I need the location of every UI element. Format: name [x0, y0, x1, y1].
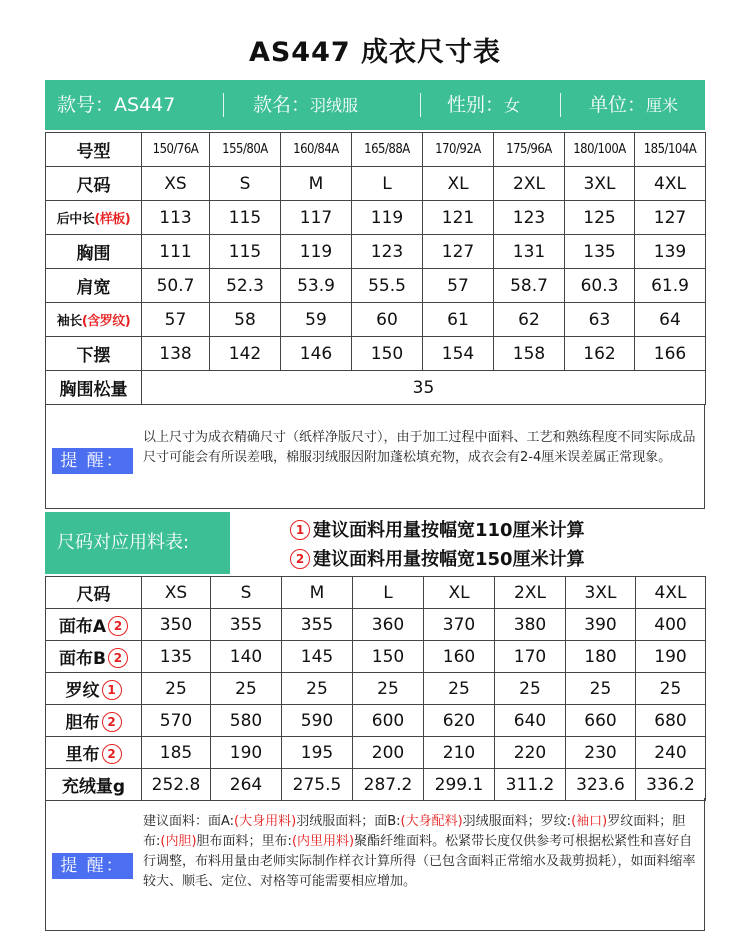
table-cell: 323.6	[566, 769, 636, 801]
table-cell: 220	[495, 737, 566, 769]
table-cell: 210	[424, 737, 495, 769]
width-note-1-text: 建议面料用量按幅宽110厘米计算	[313, 520, 585, 541]
note-badge: 提 醒：	[52, 853, 133, 879]
note-text-highlight: (内里用料)	[291, 834, 355, 849]
table-cell: XS	[142, 167, 210, 201]
row-label: 胸围松量	[46, 371, 142, 405]
divider	[223, 93, 224, 117]
circled-number: 2	[102, 744, 122, 764]
table-cell: 119	[352, 201, 423, 235]
table-cell: 53.9	[281, 269, 352, 303]
table-cell: 52.3	[210, 269, 281, 303]
table-cell: 50.7	[142, 269, 210, 303]
table-cell: 25	[424, 673, 495, 705]
table-cell: 680	[636, 705, 706, 737]
table-row	[46, 609, 706, 641]
table-cell: 570	[142, 705, 211, 737]
table-cell: 370	[424, 609, 495, 641]
column-header: L	[353, 577, 424, 609]
table-cell: 350	[142, 609, 211, 641]
gender-label: 性别：	[447, 94, 505, 116]
circled-number: 2	[102, 712, 122, 732]
table-cell: 230	[566, 737, 636, 769]
row-label-text: 胸围	[76, 244, 111, 264]
note-text	[143, 812, 698, 892]
table-row	[46, 705, 706, 737]
row-label-text: 胆布	[65, 713, 100, 733]
table-cell: 127	[635, 201, 706, 235]
table-cell: 180	[566, 641, 636, 673]
table-cell: 139	[635, 235, 706, 269]
gender	[447, 80, 520, 130]
row-label-text: 尺码	[76, 176, 111, 196]
table-cell: 127	[423, 235, 494, 269]
row-label	[46, 609, 142, 641]
table-cell: 640	[495, 705, 566, 737]
table-row	[46, 167, 706, 201]
row-label-text: 下摆	[76, 346, 111, 366]
table-cell: 59	[281, 303, 352, 337]
table-cell: 580	[211, 705, 282, 737]
table-row	[46, 769, 706, 801]
divider	[420, 93, 421, 117]
table-cell: 154	[423, 337, 494, 371]
table-row	[46, 371, 706, 405]
table-cell: 185	[142, 737, 211, 769]
table-cell: 63	[565, 303, 635, 337]
table-cell: 185/104A	[635, 133, 706, 167]
note-text-part: 羽绒服面料；面B:	[296, 814, 401, 829]
circled-number: 1	[102, 680, 122, 700]
table-cell: 190	[636, 641, 706, 673]
material-section-title: 尺码对应用料表:	[45, 512, 230, 574]
width-note-2	[290, 545, 585, 571]
row-label	[46, 201, 142, 235]
table-cell: 158	[494, 337, 565, 371]
style-no-label: 款号：	[57, 94, 115, 116]
table-cell: 620	[424, 705, 495, 737]
row-label-text: 面布A	[58, 617, 107, 637]
circled-number: 2	[108, 616, 128, 636]
row-label	[46, 641, 142, 673]
table-cell: 115	[210, 235, 281, 269]
table-cell: 287.2	[353, 769, 424, 801]
row-label	[46, 167, 142, 201]
table-cell: 150	[353, 641, 424, 673]
row-label-note: (样板)	[94, 212, 131, 227]
table-cell: 61	[423, 303, 494, 337]
table-cell: 195	[282, 737, 353, 769]
table-cell: 299.1	[424, 769, 495, 801]
style-name-value: 羽绒服	[310, 96, 359, 115]
style-name	[253, 80, 358, 130]
circled-number: 1	[290, 520, 310, 540]
table-cell: 150/76A	[142, 133, 210, 167]
table-cell: 2XL	[494, 167, 565, 201]
page-title: AS447 成衣尺寸表	[248, 37, 502, 68]
table-cell: 113	[142, 201, 210, 235]
table-cell: 140	[211, 641, 282, 673]
style-name-label: 款名：	[253, 94, 311, 116]
column-header: S	[211, 577, 282, 609]
table-row	[46, 737, 706, 769]
table-cell: 275.5	[282, 769, 353, 801]
table-cell: 135	[565, 235, 635, 269]
table-cell: 170	[495, 641, 566, 673]
table-row	[46, 303, 706, 337]
table-cell: 311.2	[495, 769, 566, 801]
row-label	[46, 303, 142, 337]
note-text-part: 建议面料：面A:	[143, 814, 235, 829]
table-cell: 3XL	[565, 167, 635, 201]
table-cell: 360	[353, 609, 424, 641]
table-cell: 200	[353, 737, 424, 769]
note-text-highlight: (袖口)	[571, 814, 608, 829]
table-cell: 175/96A	[494, 133, 565, 167]
table-row	[46, 201, 706, 235]
table-cell: 125	[565, 201, 635, 235]
table-cell: 145	[282, 641, 353, 673]
table-cell: 57	[423, 269, 494, 303]
table-cell: 55.5	[352, 269, 423, 303]
row-label	[46, 673, 142, 705]
column-header: XL	[424, 577, 495, 609]
table-row	[46, 337, 706, 371]
table-cell: 57	[142, 303, 210, 337]
row-label	[46, 235, 142, 269]
row-label-text: 面布B	[59, 649, 106, 669]
table-cell: 123	[352, 235, 423, 269]
style-no-value: AS447	[114, 94, 176, 116]
table-cell: 142	[210, 337, 281, 371]
table-row	[46, 673, 706, 705]
table-header-row	[46, 577, 706, 609]
note-text-part: 羽绒服面料；罗纹:	[462, 814, 572, 829]
row-label-text: 罗纹	[65, 681, 100, 701]
note-badge: 提 醒：	[52, 448, 133, 474]
table-cell: 111	[142, 235, 210, 269]
table-cell: 180/100A	[565, 133, 635, 167]
table-cell: 264	[211, 769, 282, 801]
row-label	[46, 269, 142, 303]
table-cell: 160	[424, 641, 495, 673]
size-table	[45, 132, 706, 405]
table-cell: 61.9	[635, 269, 706, 303]
row-label: 尺码	[46, 577, 142, 609]
table-cell: XL	[423, 167, 494, 201]
note-text: 以上尺寸为成衣精确尺寸（纸样净版尺寸），由于加工过程中面料、工艺和熟练程度不同实际成品尺寸可能会有所误差哦，棉服羽绒服因附加蓬松填充物，成衣会有2-4厘米误差属正常现象。	[143, 430, 696, 465]
column-header: 2XL	[495, 577, 566, 609]
table-cell: 252.8	[142, 769, 211, 801]
table-cell: 121	[423, 201, 494, 235]
row-label-text: 袖长	[56, 314, 82, 329]
column-header: 3XL	[566, 577, 636, 609]
row-label-note: (含罗纹)	[81, 314, 131, 329]
column-header: M	[282, 577, 353, 609]
table-cell: 590	[282, 705, 353, 737]
table-cell: 150	[352, 337, 423, 371]
table-cell: 138	[142, 337, 210, 371]
table-cell: 25	[495, 673, 566, 705]
note-text-part: 罗纹面料；胆布:	[143, 814, 686, 849]
table-cell: 4XL	[635, 167, 706, 201]
table-cell: 160/84A	[281, 133, 352, 167]
unit-value: 厘米	[646, 96, 679, 115]
table-cell: 58	[210, 303, 281, 337]
row-label	[46, 133, 142, 167]
table-cell: 400	[636, 609, 706, 641]
column-header: 4XL	[636, 577, 706, 609]
table-cell: 25	[282, 673, 353, 705]
table-row	[46, 641, 706, 673]
unit	[589, 80, 678, 130]
row-label	[46, 705, 142, 737]
table-row	[46, 133, 706, 167]
table-cell: 60	[352, 303, 423, 337]
table-cell: 166	[635, 337, 706, 371]
table-cell: 170/92A	[423, 133, 494, 167]
width-note-1	[290, 516, 585, 542]
table-cell: 25	[211, 673, 282, 705]
table-cell: 380	[495, 609, 566, 641]
table-cell: 165/88A	[352, 133, 423, 167]
table-cell: 25	[353, 673, 424, 705]
row-label	[46, 337, 142, 371]
table-cell: 162	[565, 337, 635, 371]
table-cell: 64	[635, 303, 706, 337]
row-label	[46, 769, 142, 801]
row-label-text: 里布	[65, 745, 100, 765]
table-cell: 115	[210, 201, 281, 235]
table-cell: 119	[281, 235, 352, 269]
row-label-text: 号型	[76, 142, 111, 162]
table-row	[46, 235, 706, 269]
column-header: XS	[142, 577, 211, 609]
table-cell: 135	[142, 641, 211, 673]
table-cell: 131	[494, 235, 565, 269]
table-cell: 155/80A	[210, 133, 281, 167]
table-cell: 62	[494, 303, 565, 337]
table-cell: 25	[142, 673, 211, 705]
table-row	[46, 269, 706, 303]
header-bar	[45, 80, 705, 130]
table-cell: 58.7	[494, 269, 565, 303]
table-cell: 123	[494, 201, 565, 235]
width-note-2-text: 建议面料用量按幅宽150厘米计算	[313, 549, 585, 570]
table-cell: 190	[211, 737, 282, 769]
row-label	[46, 737, 142, 769]
gender-value: 女	[504, 96, 521, 115]
circled-number: 2	[290, 549, 310, 569]
ease-value: 35	[142, 371, 706, 405]
row-label-text: 充绒量g	[61, 777, 126, 797]
table-cell: 660	[566, 705, 636, 737]
table-cell: 355	[282, 609, 353, 641]
table-cell: 117	[281, 201, 352, 235]
note-text-highlight: (内胆)	[160, 834, 197, 849]
table-cell: 355	[211, 609, 282, 641]
table-cell: 600	[353, 705, 424, 737]
unit-label: 单位：	[589, 94, 647, 116]
row-label-text: 后中长	[56, 212, 95, 227]
row-label-text: 肩宽	[76, 278, 111, 298]
table-cell: 25	[636, 673, 706, 705]
table-cell: M	[281, 167, 352, 201]
note-text-highlight: (大身配料)	[400, 814, 463, 829]
material-table	[45, 576, 706, 801]
note-text-highlight: (大身用料)	[234, 814, 297, 829]
divider	[560, 93, 561, 117]
table-cell: 25	[566, 673, 636, 705]
table-cell: 336.2	[636, 769, 706, 801]
table-cell: L	[352, 167, 423, 201]
note-text-part: 胆布面料；里布:	[196, 834, 292, 849]
table-cell: S	[210, 167, 281, 201]
table-cell: 146	[281, 337, 352, 371]
table-cell: 60.3	[565, 269, 635, 303]
style-no	[57, 80, 175, 130]
circled-number: 2	[108, 648, 128, 668]
table-cell: 390	[566, 609, 636, 641]
note-text-part: 聚酯纤维面料。松紧带长度仅供参考可根据松紧性和喜好自行调整，布料用量由老师实际制作样衣计算所得（已包含面料正常缩水及裁剪损耗），如面料缩率较大、顺毛、定位、对格等可能需要相应增加。	[143, 834, 696, 889]
table-cell: 240	[636, 737, 706, 769]
